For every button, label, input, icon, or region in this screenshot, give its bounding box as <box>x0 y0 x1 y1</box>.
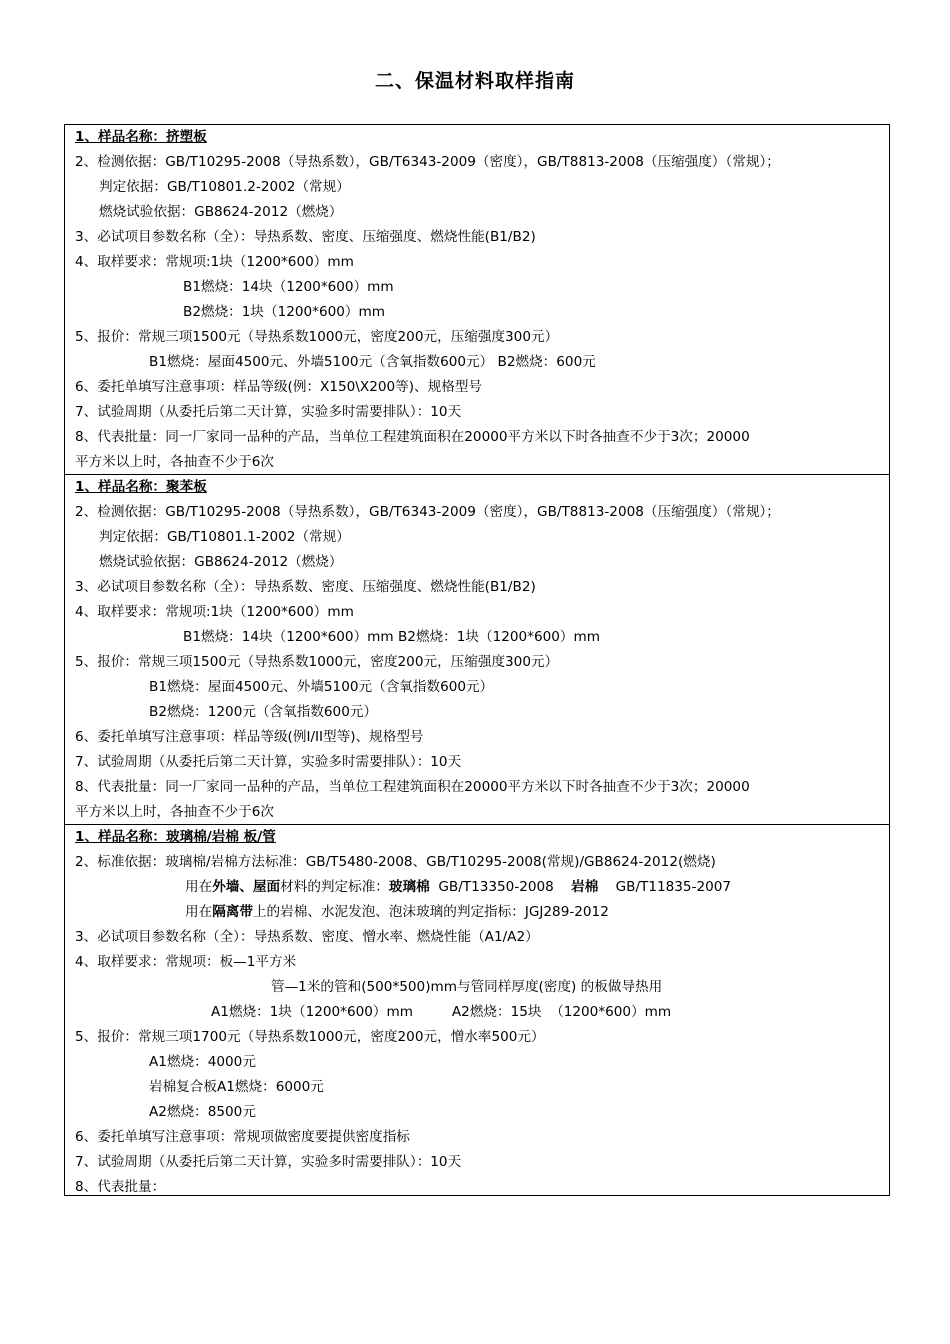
order-notes: 6、委托单填写注意事项：样品等级(例I/II型等)、规格型号 <box>75 729 424 745</box>
price-a1: A1燃烧：4000元 <box>149 1054 256 1070</box>
sample-name: 1、样品名称：玻璃棉/岩棉 板/管 <box>75 829 276 845</box>
judgement-text: 用在 <box>185 904 213 920</box>
required-params: 3、必试项目参数名称（全）：导热系数、密度、憎水率、燃烧性能（A1/A2） <box>75 929 539 945</box>
batch-size: 8、代表批量：同一厂家同一品种的产品，当单位工程建筑面积在20000平方米以下时各抽查不少于3次；20000 <box>75 779 750 795</box>
judgement-standard-isolation <box>185 900 609 925</box>
judgement-text: 材料的判定标准： <box>280 879 389 895</box>
glass-wool-label: 玻璃棉 <box>388 879 430 895</box>
price: 5、报价：常规三项1500元（导热系数1000元，密度200元，压缩强度300元） <box>75 329 559 345</box>
judgement-basis: 判定依据：GB/T10801.1-2002（常规） <box>99 529 350 545</box>
price-composite-a1: 岩棉复合板A1燃烧：6000元 <box>149 1079 324 1095</box>
order-notes: 6、委托单填写注意事项：样品等级(例：X150\X200等)、规格型号 <box>75 379 483 395</box>
judgement-basis: 判定依据：GB/T10801.2-2002（常规） <box>99 179 350 195</box>
judgement-text: 用在 <box>185 879 213 895</box>
section-polystyrene-board <box>65 474 889 824</box>
guide-table <box>64 124 890 1196</box>
test-period: 7、试验周期（从委托后第二天计算，实验多时需要排队）：10天 <box>75 404 462 420</box>
test-basis: 2、检测依据：GB/T10295-2008（导热系数），GB/T6343-2009（密度），GB/T8813-2008（压缩强度）（常规）； <box>75 504 780 520</box>
test-period: 7、试验周期（从委托后第二天计算，实验多时需要排队）：10天 <box>75 754 462 770</box>
sampling-requirement: 4、取样要求：常规项:1块（1200*600）mm <box>75 604 354 620</box>
required-params: 3、必试项目参数名称（全）：导热系数、密度、压缩强度、燃烧性能(B1/B2) <box>75 229 536 245</box>
sample-name: 1、样品名称：挤塑板 <box>75 129 207 145</box>
sampling-pipe: 管—1米的管和(500*500)mm与管同样厚度(密度) 的板做导热用 <box>271 979 663 995</box>
price-b1: B1燃烧：屋面4500元、外墙5100元（含氧指数600元） <box>149 679 494 695</box>
batch-size: 8、代表批量：同一厂家同一品种的产品，当单位工程建筑面积在20000平方米以下时各抽查不少于3次；20000 <box>75 429 750 445</box>
sampling-b2: B2燃烧：1块（1200*600）mm <box>183 304 386 320</box>
price-b2: B2燃烧：1200元（含氧指数600元） <box>149 704 378 720</box>
standard-basis: 2、标准依据：玻璃棉/岩棉方法标准：GB/T5480-2008、GB/T10295-2008(常规)/GB8624-2012(燃烧) <box>75 854 716 870</box>
glass-wool-standard: GB/T13350-2008 <box>429 879 572 895</box>
sample-name: 1、样品名称：聚苯板 <box>75 479 207 495</box>
judgement-standard-wall-roof <box>185 875 731 900</box>
section-glass-rock-wool <box>65 824 889 1196</box>
isolation-belt-label: 隔离带 <box>212 904 253 920</box>
test-basis: 2、检测依据：GB/T10295-2008（导热系数），GB/T6343-2009（密度），GB/T8813-2008（压缩强度）（常规）； <box>75 154 780 170</box>
order-notes: 6、委托单填写注意事项：常规项做密度要提供密度指标 <box>75 1129 410 1145</box>
required-params: 3、必试项目参数名称（全）：导热系数、密度、压缩强度、燃烧性能(B1/B2) <box>75 579 536 595</box>
sampling-b1: B1燃烧：14块（1200*600）mm <box>183 279 394 295</box>
wall-roof-label: 外墙、屋面 <box>212 879 281 895</box>
section-extruded-board <box>65 125 889 473</box>
batch-size-cont: 平方米以上时，各抽查不少于6次 <box>75 804 274 820</box>
test-period: 7、试验周期（从委托后第二天计算，实验多时需要排队）：10天 <box>75 1154 462 1170</box>
batch-size-cont: 平方米以上时，各抽查不少于6次 <box>75 454 274 470</box>
price: 5、报价：常规三项1700元（导热系数1000元，密度200元，憎水率500元） <box>75 1029 545 1045</box>
sampling-requirement: 4、取样要求：常规项：板—1平方米 <box>75 954 297 970</box>
sampling-combustion: B1燃烧：14块（1200*600）mm B2燃烧：1块（1200*600）mm <box>183 629 600 645</box>
batch-size: 8、代表批量： <box>75 1179 166 1195</box>
rock-wool-label: 岩棉 <box>571 879 599 895</box>
sampling-combustion: A1燃烧：1块（1200*600）mm A2燃烧：15块 （1200*600）mm <box>211 1004 672 1020</box>
price-combustion: B1燃烧：屋面4500元、外墙5100元（含氧指数600元） B2燃烧：600元 <box>149 354 596 370</box>
combustion-basis: 燃烧试验依据：GB8624-2012（燃烧） <box>99 554 343 570</box>
judgement-text: 上的岩棉、水泥发泡、泡沫玻璃的判定指标：JGJ289-2012 <box>252 904 609 920</box>
rock-wool-standard: GB/T11835-2007 <box>598 879 732 895</box>
page-title: 二、保温材料取样指南 <box>374 70 575 92</box>
combustion-basis: 燃烧试验依据：GB8624-2012（燃烧） <box>99 204 343 220</box>
price-a2: A2燃烧：8500元 <box>149 1104 256 1120</box>
price: 5、报价：常规三项1500元（导热系数1000元，密度200元，压缩强度300元） <box>75 654 559 670</box>
sampling-requirement: 4、取样要求：常规项:1块（1200*600）mm <box>75 254 354 270</box>
